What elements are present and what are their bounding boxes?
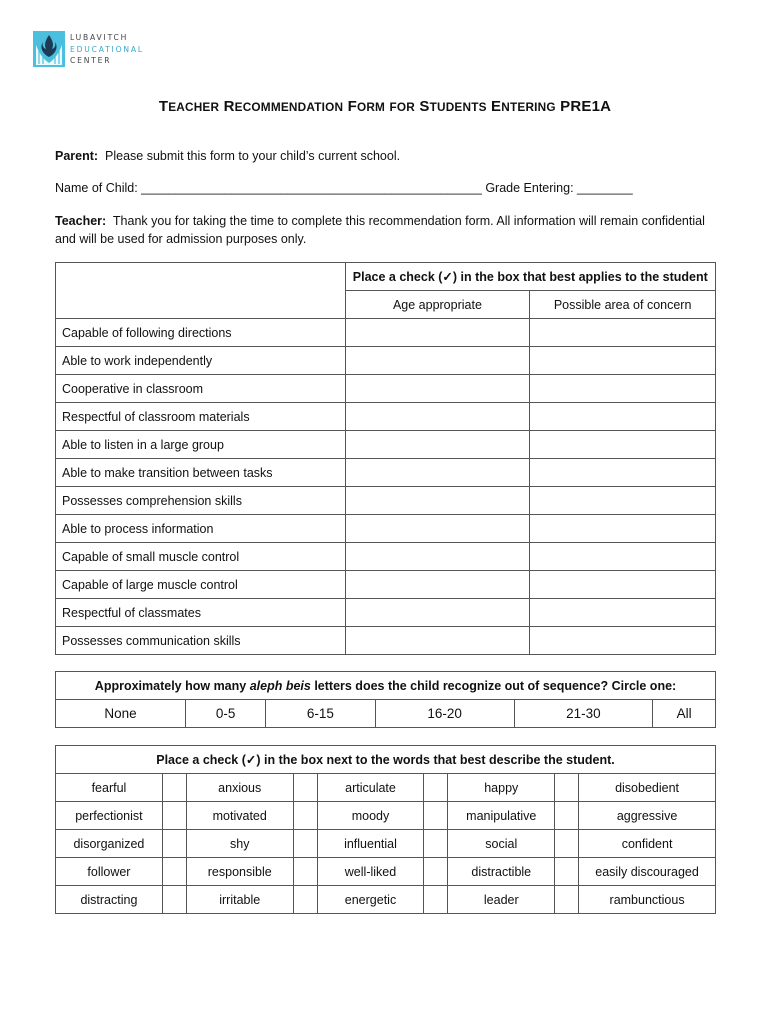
concern-checkbox[interactable] <box>530 515 716 543</box>
concern-checkbox[interactable] <box>530 319 716 347</box>
word-checkbox[interactable] <box>424 774 448 802</box>
logo-line-2: EDUCATIONAL <box>70 44 144 54</box>
concern-checkbox[interactable] <box>530 375 716 403</box>
name-of-child-line: Name of Child: _________________________________________________ Grade Entering: ________ <box>55 181 633 195</box>
table-row <box>56 319 716 347</box>
word-checkbox[interactable] <box>293 858 317 886</box>
table-row <box>56 774 716 802</box>
word-label[interactable]: confident <box>579 830 716 858</box>
skill-label: Able to process information <box>56 515 346 543</box>
option-16-20[interactable]: 16-20 <box>375 700 514 728</box>
table-row <box>56 571 716 599</box>
word-label: manipulative <box>448 802 555 830</box>
word-label: moody <box>317 802 424 830</box>
table-row <box>56 515 716 543</box>
table-row <box>56 403 716 431</box>
table-row <box>56 858 716 886</box>
table-row <box>56 886 716 914</box>
word-label: disorganized <box>56 830 163 858</box>
words-table-header: Place a check (✓) in the box next to the words that best describe the student. <box>56 746 716 774</box>
age-appropriate-checkbox[interactable] <box>345 319 530 347</box>
logo <box>33 31 144 67</box>
age-appropriate-checkbox[interactable] <box>345 431 530 459</box>
skill-label: Able to listen in a large group <box>56 431 346 459</box>
table-row <box>56 459 716 487</box>
table-row <box>56 627 716 655</box>
word-label: leader <box>448 886 555 914</box>
word-label[interactable]: aggressive <box>579 802 716 830</box>
word-checkbox[interactable] <box>293 886 317 914</box>
word-label: happy <box>448 774 555 802</box>
skill-label: Respectful of classmates <box>56 599 346 627</box>
logo-line-3: CENTER <box>70 56 112 65</box>
grade-entering-field[interactable]: ________ <box>577 181 633 195</box>
word-checkbox[interactable] <box>555 830 579 858</box>
word-checkbox[interactable] <box>555 858 579 886</box>
age-appropriate-checkbox[interactable] <box>345 375 530 403</box>
table-row <box>56 431 716 459</box>
aleph-beis-question: Approximately how many aleph beis letters does the child recognize out of sequence? Circle one: <box>56 672 716 700</box>
skill-label: Able to work independently <box>56 347 346 375</box>
age-appropriate-checkbox[interactable] <box>345 571 530 599</box>
word-checkbox[interactable] <box>293 802 317 830</box>
words-table <box>55 745 716 914</box>
age-appropriate-checkbox[interactable] <box>345 487 530 515</box>
skill-label: Possesses comprehension skills <box>56 487 346 515</box>
table-row <box>56 599 716 627</box>
skill-label: Capable of following directions <box>56 319 346 347</box>
age-appropriate-checkbox[interactable] <box>345 403 530 431</box>
concern-checkbox[interactable] <box>530 571 716 599</box>
page-title: TEACHER RECOMMENDATION FORM FOR STUDENTS ENTERING PRE1A <box>158 98 612 115</box>
word-label: anxious <box>186 774 293 802</box>
word-checkbox[interactable] <box>162 858 186 886</box>
word-checkbox[interactable] <box>293 830 317 858</box>
table-row <box>56 375 716 403</box>
table-row <box>56 830 716 858</box>
option-none[interactable]: None <box>56 700 186 728</box>
option-21-30[interactable]: 21-30 <box>514 700 653 728</box>
word-checkbox[interactable] <box>424 802 448 830</box>
concern-checkbox[interactable] <box>530 459 716 487</box>
option-0-5[interactable]: 0-5 <box>186 700 266 728</box>
flame-hands-icon <box>33 31 65 67</box>
word-checkbox[interactable] <box>555 886 579 914</box>
word-label: distractible <box>448 858 555 886</box>
word-checkbox[interactable] <box>293 774 317 802</box>
skills-table <box>55 262 716 655</box>
option-all[interactable]: All <box>653 700 716 728</box>
age-appropriate-checkbox[interactable] <box>345 599 530 627</box>
word-label: irritable <box>186 886 293 914</box>
word-label[interactable]: disobedient <box>579 774 716 802</box>
word-label: articulate <box>317 774 424 802</box>
age-appropriate-checkbox[interactable] <box>345 347 530 375</box>
parent-instruction: Parent: Please submit this form to your child’s current school. <box>55 149 401 163</box>
skill-label: Cooperative in classroom <box>56 375 346 403</box>
word-label[interactable]: rambunctious <box>579 886 716 914</box>
col-age-appropriate: Age appropriate <box>345 291 530 319</box>
concern-checkbox[interactable] <box>530 543 716 571</box>
concern-checkbox[interactable] <box>530 487 716 515</box>
age-appropriate-checkbox[interactable] <box>345 459 530 487</box>
word-checkbox[interactable] <box>424 886 448 914</box>
logo-line-1: LUBAVITCH <box>70 33 129 42</box>
skill-label: Respectful of classroom materials <box>56 403 346 431</box>
table-row <box>56 487 716 515</box>
concern-checkbox[interactable] <box>530 431 716 459</box>
col-possible-concern: Possible area of concern <box>530 291 716 319</box>
concern-checkbox[interactable] <box>530 347 716 375</box>
table-row <box>56 543 716 571</box>
word-checkbox[interactable] <box>424 858 448 886</box>
word-checkbox[interactable] <box>424 830 448 858</box>
age-appropriate-checkbox[interactable] <box>345 543 530 571</box>
word-label: motivated <box>186 802 293 830</box>
concern-checkbox[interactable] <box>530 403 716 431</box>
age-appropriate-checkbox[interactable] <box>345 627 530 655</box>
word-checkbox[interactable] <box>162 774 186 802</box>
word-label: energetic <box>317 886 424 914</box>
age-appropriate-checkbox[interactable] <box>345 515 530 543</box>
word-checkbox[interactable] <box>555 774 579 802</box>
word-label: distracting <box>56 886 163 914</box>
skills-table-header: Place a check (✓) in the box that best applies to the student <box>345 263 715 291</box>
word-label: follower <box>56 858 163 886</box>
word-label: shy <box>186 830 293 858</box>
concern-checkbox[interactable] <box>530 627 716 655</box>
word-checkbox[interactable] <box>162 830 186 858</box>
concern-checkbox[interactable] <box>530 599 716 627</box>
word-checkbox[interactable] <box>162 886 186 914</box>
skill-label: Possesses communication skills <box>56 627 346 655</box>
teacher-instruction: Teacher: Thank you for taking the time to complete this recommendation form. All information will remain confidential and will be used for admission purposes only. <box>55 214 705 246</box>
aleph-beis-table <box>55 671 716 728</box>
table-row <box>56 347 716 375</box>
word-label: responsible <box>186 858 293 886</box>
skill-label: Capable of large muscle control <box>56 571 346 599</box>
option-6-15[interactable]: 6-15 <box>266 700 376 728</box>
word-label: fearful <box>56 774 163 802</box>
word-checkbox[interactable] <box>555 802 579 830</box>
table-row <box>56 802 716 830</box>
word-checkbox[interactable] <box>162 802 186 830</box>
word-label: influential <box>317 830 424 858</box>
word-label: well-liked <box>317 858 424 886</box>
skill-label: Able to make transition between tasks <box>56 459 346 487</box>
word-label: perfectionist <box>56 802 163 830</box>
skill-label: Capable of small muscle control <box>56 543 346 571</box>
word-label: social <box>448 830 555 858</box>
word-label[interactable]: easily discouraged <box>579 858 716 886</box>
child-name-field[interactable]: _________________________________________________ <box>141 181 482 195</box>
